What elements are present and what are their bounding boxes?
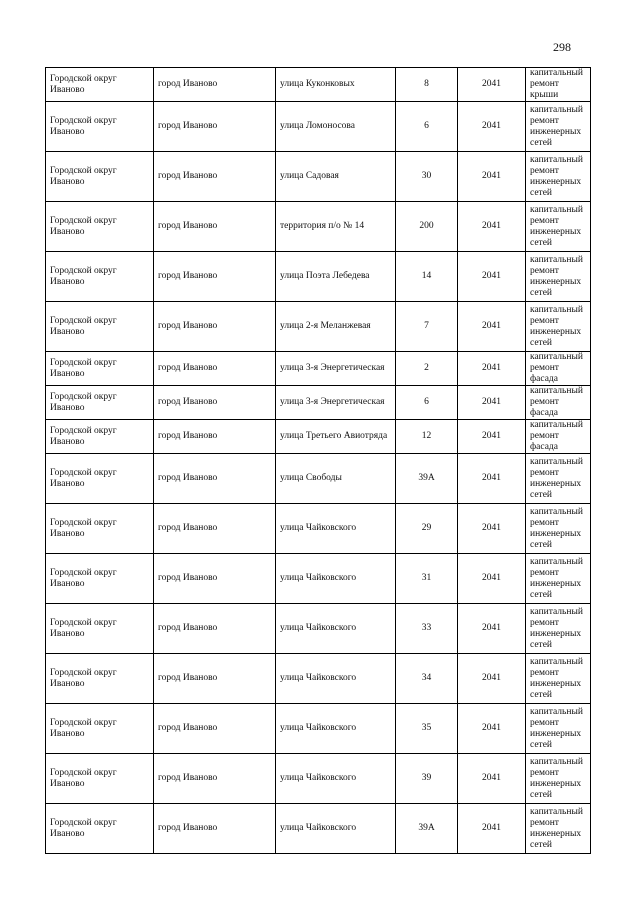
cell-year: 2041 — [458, 604, 526, 654]
cell-settlement: город Иваново — [154, 454, 276, 504]
cell-settlement: город Иваново — [154, 604, 276, 654]
cell-municipality: Городской округ Иваново — [46, 554, 154, 604]
cell-street: улица 2-я Меланжевая — [276, 302, 396, 352]
cell-municipality: Городской округ Иваново — [46, 704, 154, 754]
cell-year: 2041 — [458, 252, 526, 302]
page-number: 298 — [553, 40, 571, 54]
cell-house-number: 6 — [396, 102, 458, 152]
repair-schedule-table — [45, 67, 591, 854]
cell-house-number: 8 — [396, 68, 458, 102]
cell-settlement: город Иваново — [154, 68, 276, 102]
cell-year: 2041 — [458, 754, 526, 804]
cell-settlement: город Иваново — [154, 704, 276, 754]
cell-house-number: 34 — [396, 654, 458, 704]
cell-settlement: город Иваново — [154, 504, 276, 554]
cell-street: улица Третьего Авиотряда — [276, 420, 396, 454]
cell-settlement: город Иваново — [154, 804, 276, 854]
cell-house-number: 39 — [396, 754, 458, 804]
cell-street: улица Чайковского — [276, 554, 396, 604]
table-row — [46, 554, 591, 604]
cell-municipality: Городской округ Иваново — [46, 754, 154, 804]
table-row — [46, 202, 591, 252]
cell-year: 2041 — [458, 454, 526, 504]
cell-house-number: 31 — [396, 554, 458, 604]
cell-year: 2041 — [458, 804, 526, 854]
cell-street: улица Чайковского — [276, 704, 396, 754]
cell-house-number: 29 — [396, 504, 458, 554]
cell-work-type: капитальный ремонт инженерных сетей — [526, 804, 591, 854]
cell-street: улица 3-я Энергетическая — [276, 352, 396, 386]
cell-work-type: капитальный ремонт фасада — [526, 386, 591, 420]
cell-work-type: капитальный ремонт инженерных сетей — [526, 202, 591, 252]
cell-work-type: капитальный ремонт инженерных сетей — [526, 504, 591, 554]
cell-street: улица Поэта Лебедева — [276, 252, 396, 302]
table-row — [46, 504, 591, 554]
cell-municipality: Городской округ Иваново — [46, 454, 154, 504]
cell-house-number: 33 — [396, 604, 458, 654]
cell-settlement: город Иваново — [154, 386, 276, 420]
table-row — [46, 68, 591, 102]
cell-work-type: капитальный ремонт фасада — [526, 420, 591, 454]
table-row — [46, 654, 591, 704]
cell-work-type: капитальный ремонт инженерных сетей — [526, 302, 591, 352]
cell-year: 2041 — [458, 302, 526, 352]
cell-municipality: Городской округ Иваново — [46, 202, 154, 252]
cell-settlement: город Иваново — [154, 152, 276, 202]
cell-work-type: капитальный ремонт инженерных сетей — [526, 604, 591, 654]
cell-house-number: 39А — [396, 454, 458, 504]
cell-settlement: город Иваново — [154, 420, 276, 454]
cell-street: улица Садовая — [276, 152, 396, 202]
cell-street: улица Чайковского — [276, 604, 396, 654]
cell-municipality: Городской округ Иваново — [46, 68, 154, 102]
table-row — [46, 252, 591, 302]
cell-work-type: капитальный ремонт инженерных сетей — [526, 554, 591, 604]
cell-year: 2041 — [458, 704, 526, 754]
cell-work-type: капитальный ремонт инженерных сетей — [526, 152, 591, 202]
cell-settlement: город Иваново — [154, 352, 276, 386]
cell-house-number: 30 — [396, 152, 458, 202]
table-row — [46, 102, 591, 152]
cell-municipality: Городской округ Иваново — [46, 604, 154, 654]
cell-year: 2041 — [458, 152, 526, 202]
cell-house-number: 14 — [396, 252, 458, 302]
table-row — [46, 302, 591, 352]
cell-municipality: Городской округ Иваново — [46, 804, 154, 854]
cell-work-type: капитальный ремонт инженерных сетей — [526, 454, 591, 504]
cell-municipality: Городской округ Иваново — [46, 504, 154, 554]
cell-year: 2041 — [458, 386, 526, 420]
table-row — [46, 386, 591, 420]
cell-house-number: 35 — [396, 704, 458, 754]
table-row — [46, 454, 591, 504]
cell-work-type: капитальный ремонт крыши — [526, 68, 591, 102]
table-row — [46, 352, 591, 386]
cell-settlement: город Иваново — [154, 252, 276, 302]
cell-municipality: Городской округ Иваново — [46, 420, 154, 454]
cell-municipality: Городской округ Иваново — [46, 386, 154, 420]
cell-year: 2041 — [458, 420, 526, 454]
cell-year: 2041 — [458, 102, 526, 152]
cell-settlement: город Иваново — [154, 102, 276, 152]
table-body — [46, 68, 591, 854]
cell-work-type: капитальный ремонт инженерных сетей — [526, 102, 591, 152]
cell-street: улица 3-я Энергетическая — [276, 386, 396, 420]
cell-street: улица Чайковского — [276, 504, 396, 554]
cell-settlement: город Иваново — [154, 754, 276, 804]
cell-street: улица Чайковского — [276, 654, 396, 704]
cell-street: улица Ломоносова — [276, 102, 396, 152]
cell-municipality: Городской округ Иваново — [46, 252, 154, 302]
cell-municipality: Городской округ Иваново — [46, 352, 154, 386]
table-row — [46, 754, 591, 804]
cell-work-type: капитальный ремонт фасада — [526, 352, 591, 386]
table-row — [46, 420, 591, 454]
cell-year: 2041 — [458, 504, 526, 554]
cell-year: 2041 — [458, 654, 526, 704]
table-row — [46, 804, 591, 854]
cell-year: 2041 — [458, 202, 526, 252]
cell-house-number: 6 — [396, 386, 458, 420]
table-row — [46, 604, 591, 654]
cell-settlement: город Иваново — [154, 302, 276, 352]
cell-work-type: капитальный ремонт инженерных сетей — [526, 252, 591, 302]
cell-street: улица Свободы — [276, 454, 396, 504]
cell-house-number: 200 — [396, 202, 458, 252]
cell-street: улица Чайковского — [276, 804, 396, 854]
cell-municipality: Городской округ Иваново — [46, 152, 154, 202]
cell-street: улица Куконковых — [276, 68, 396, 102]
table-row — [46, 704, 591, 754]
cell-settlement: город Иваново — [154, 554, 276, 604]
cell-street: улица Чайковского — [276, 754, 396, 804]
cell-work-type: капитальный ремонт инженерных сетей — [526, 754, 591, 804]
cell-house-number: 39А — [396, 804, 458, 854]
cell-work-type: капитальный ремонт инженерных сетей — [526, 704, 591, 754]
cell-year: 2041 — [458, 554, 526, 604]
cell-house-number: 12 — [396, 420, 458, 454]
cell-year: 2041 — [458, 68, 526, 102]
cell-house-number: 7 — [396, 302, 458, 352]
cell-municipality: Городской округ Иваново — [46, 302, 154, 352]
cell-street: территория п/о № 14 — [276, 202, 396, 252]
cell-municipality: Городской округ Иваново — [46, 102, 154, 152]
cell-year: 2041 — [458, 352, 526, 386]
cell-settlement: город Иваново — [154, 202, 276, 252]
cell-work-type: капитальный ремонт инженерных сетей — [526, 654, 591, 704]
cell-settlement: город Иваново — [154, 654, 276, 704]
table-row — [46, 152, 591, 202]
cell-house-number: 2 — [396, 352, 458, 386]
cell-municipality: Городской округ Иваново — [46, 654, 154, 704]
